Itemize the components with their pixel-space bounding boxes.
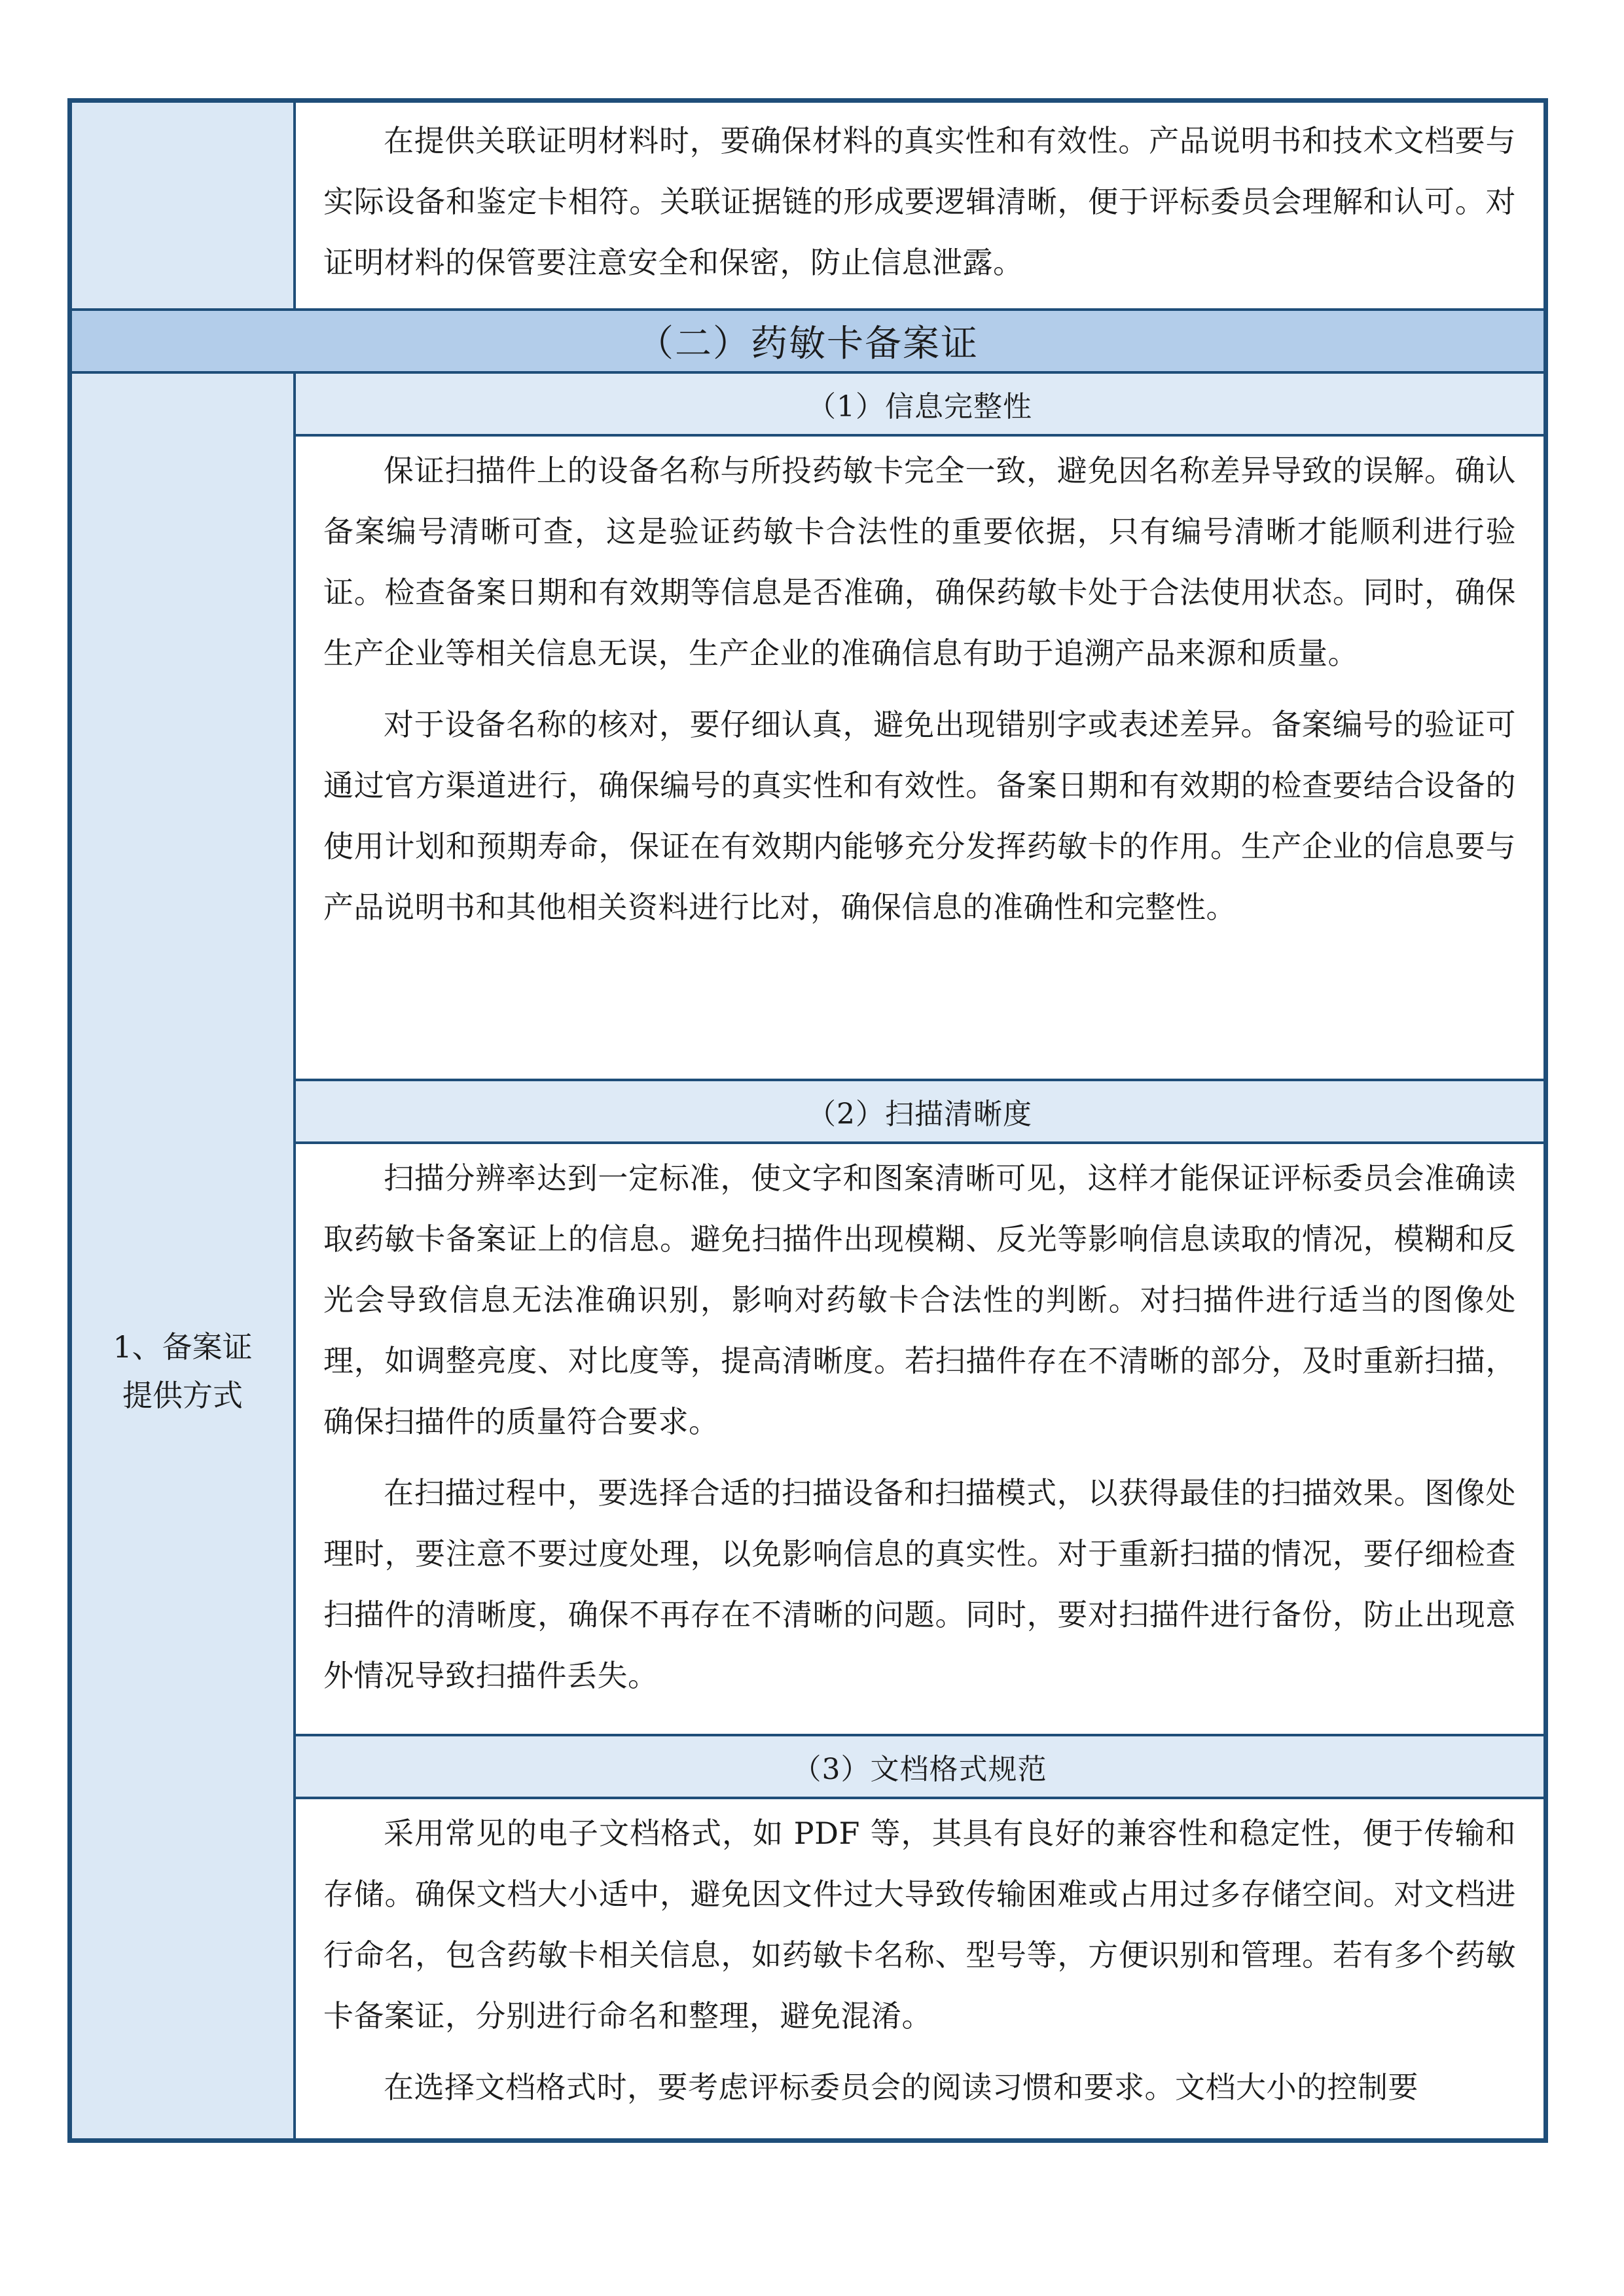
subsection-3-paragraph-2: 在选择文档格式时，要考虑评标委员会的阅读习惯和要求。文档大小的控制要: [384, 2070, 1418, 2105]
subsection-3-paragraph-1: 采用常见的电子文档格式，如 PDF 等，其具有良好的兼容性和稳定性，便于传输和存储。确保文档大小适中，避免因文件过大导致传输困难或占用过多存储空间。对文档进行命名，包含药敏卡相关信息，如药敏卡名称、型号等，方便识别和管理。若有多个药敏卡备案证，分别进行命名和整理，避免混淆。: [323, 1816, 1516, 2034]
intro-left-cell: [72, 103, 296, 308]
subsection-1-heading: （1）信息完整性: [296, 374, 1543, 437]
subsection-2-heading: （2）扫描清晰度: [296, 1081, 1543, 1144]
subsection-1-paragraph-2: 对于设备名称的核对，要仔细认真，避免出现错别字或表述差异。备案编号的验证可通过官方渠道进行，确保编号的真实性和有效性。备案日期和有效期的检查要结合设备的使用计划和预期寿命，保证在有效期内能够充分发挥药敏卡的作用。生产企业的信息要与产品说明书和其他相关资料进行比对，确保信息的准确性和完整性。: [323, 707, 1516, 925]
left-label-line1: 1、备案证: [113, 1329, 253, 1365]
subsection-2-body: [296, 1148, 1543, 1706]
document-table: [67, 98, 1548, 2143]
subsection-3-heading: （3）文档格式规范: [296, 1736, 1543, 1799]
subsection-3-body: [296, 1803, 1543, 2118]
left-label: [72, 1323, 293, 1420]
subsection-2-paragraph-1: 扫描分辨率达到一定标准，使文字和图案清晰可见，这样才能保证评标委员会准确读取药敏卡备案证上的信息。避免扫描件出现模糊、反光等影响信息读取的情况，模糊和反光会导致信息无法准确识别，影响对药敏卡合法性的判断。对扫描件进行适当的图像处理，如调整亮度、对比度等，提高清晰度。若扫描件存在不清晰的部分，及时重新扫描，确保扫描件的质量符合要求。: [323, 1160, 1516, 1439]
section-title: （二）药敏卡备案证: [72, 308, 1543, 374]
subsection-1-body: [296, 440, 1543, 938]
section-left-cell: [72, 374, 296, 2138]
subsection-1-paragraph-1: 保证扫描件上的设备名称与所投药敏卡完全一致，避免因名称差异导致的误解。确认备案编号清晰可查，这是验证药敏卡合法性的重要依据，只有编号清晰才能顺利进行验证。检查备案日期和有效期等信息是否准确，确保药敏卡处于合法使用状态。同时，确保生产企业等相关信息无误，生产企业的准确信息有助于追溯产品来源和质量。: [323, 453, 1516, 671]
section-right-cell: [296, 374, 1543, 2138]
intro-paragraph: 在提供关联证明材料时，要确保材料的真实性和有效性。产品说明书和技术文档要与实际设备和鉴定卡相符。关联证据链的形成要逻辑清晰，便于评标委员会理解和认可。对证明材料的保管要注意安全和保密，防止信息泄露。: [323, 123, 1516, 280]
subsection-2-paragraph-2: 在扫描过程中，要选择合适的扫描设备和扫描模式，以获得最佳的扫描效果。图像处理时，要注意不要过度处理，以免影响信息的真实性。对于重新扫描的情况，要仔细检查扫描件的清晰度，确保不再存在不清晰的问题。同时，要对扫描件进行备份，防止出现意外情况导致扫描件丢失。: [323, 1475, 1516, 1693]
left-label-line2: 提供方式: [122, 1378, 243, 1413]
intro-right-cell: [296, 111, 1543, 307]
